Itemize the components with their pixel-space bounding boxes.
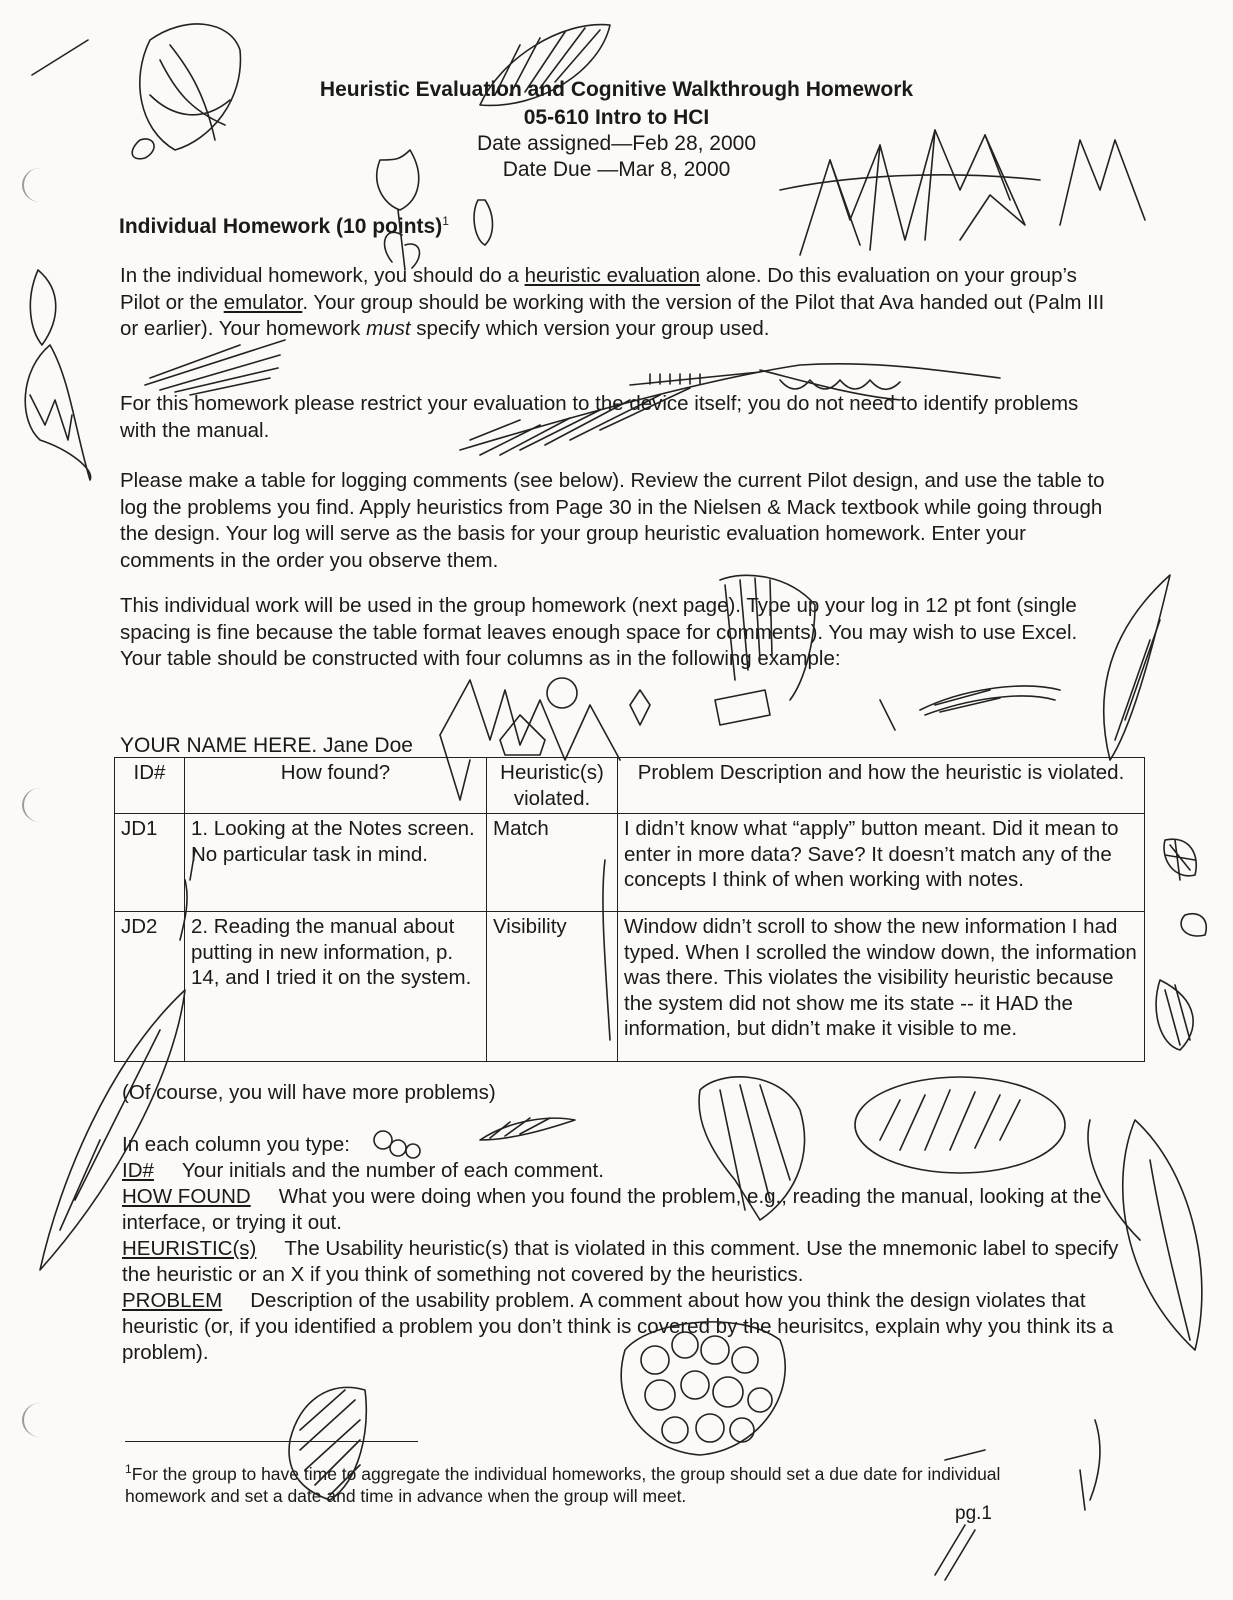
footnote-text: For the group to have time to aggregate the individual homeworks, the group should set a due date for individual homework and set a date and time in advance when the group will meet. xyxy=(125,1463,1001,1506)
column-desc: Description of the usability problem. A comment about how you think the design violates that heuristic (or, if you identified a problem you don’t think is covered by the heurisitcs, explain why you think its a problem). xyxy=(122,1289,1114,1364)
footnote-rule xyxy=(125,1441,418,1442)
individual-work-paragraph: This individual work will be used in the group homework (next page). Type up your log in 12 pt font (single spacing is fine because the table format leaves enough space for comments). You may wish to use Excel. Your table should be constructed with four columns as in the following example: xyxy=(120,594,1078,670)
doodle-blobs-right xyxy=(1156,839,1206,1050)
intro-underline-heuristic: heuristic evaluation xyxy=(524,264,701,287)
table-row xyxy=(115,912,1145,1062)
intro-paragraph xyxy=(120,263,1120,343)
cell-heuristic: Match xyxy=(487,814,618,912)
column-term: ID# xyxy=(122,1159,154,1182)
column-term: PROBLEM xyxy=(122,1289,223,1312)
intro-underline-emulator: emulator xyxy=(223,290,303,314)
cell-how-found: 2. Reading the manual about putting in new information, p. 14, and I tried it on the system. xyxy=(185,912,487,1062)
restriction-paragraph: For this homework please restrict your evaluation to the device itself; you do not need to identify problems with the manual. xyxy=(120,392,1079,442)
date-assigned: Date assigned—Feb 28, 2000 xyxy=(476,132,757,155)
footnote-marker: 1 xyxy=(442,214,449,228)
intro-text-c: . Your group should be working with the version of the Pilot that Ava handed out (Palm III or earlier). Your homework xyxy=(120,290,1105,340)
doodle-leaves-left xyxy=(25,270,90,480)
intro-text-d: specify which version your group used. xyxy=(410,317,770,340)
table-header-row xyxy=(115,758,1145,814)
column-term: HEURISTIC(s) xyxy=(122,1237,257,1260)
example-log-table xyxy=(114,757,1145,1062)
more-problems-note: (Of course, you will have more problems) xyxy=(122,1081,496,1104)
binder-hole-middle xyxy=(22,788,58,822)
intro-emphasis-must: must xyxy=(366,317,411,340)
cell-problem: Window didn’t scroll to show the new information I had typed. When I scrolled the window down, the information was there. This violates the visibility heuristic because the system did not show me its state -- it HAD the information, but didn’t make it visible to me. xyxy=(618,912,1145,1062)
cell-problem: I didn’t know what “apply” button meant. Did it mean to enter in more data? Save? It doesn’t match any of the concepts I think of when working with notes. xyxy=(618,814,1145,912)
table-instructions-paragraph: Please make a table for logging comments (see below). Review the current Pilot design, and use the table to log the problems you find. Apply heuristics from Page 30 in the Nielsen & Mack textbook while going through the design. Your log will serve as the basis for your group heuristic evaluation homework. Enter your comments in the order you observe them. xyxy=(120,469,1105,572)
doodle-hatch-used xyxy=(145,340,285,395)
cell-heuristic: Visibility xyxy=(487,912,618,1062)
cell-id: JD2 xyxy=(115,912,185,1062)
intro-text-b: alone. Do this evaluation on your group’s Pilot or the xyxy=(120,264,1077,314)
column-term: HOW FOUND xyxy=(122,1185,251,1208)
document-header xyxy=(0,78,1233,184)
binder-hole-bottom xyxy=(22,1403,58,1437)
header-problem: Problem Description and how the heuristic is violated. xyxy=(618,758,1145,814)
cell-how-found: 1. Looking at the Notes screen. No particular task in mind. xyxy=(185,814,487,912)
footnote-number: 1 xyxy=(125,1462,132,1476)
column-description-item xyxy=(122,1158,1122,1184)
column-desc: Your initials and the number of each comment. xyxy=(181,1159,604,1182)
page-number: pg.1 xyxy=(955,1503,992,1524)
header-heuristic: Heuristic(s) violated. xyxy=(487,758,618,814)
cell-id: JD1 xyxy=(115,814,185,912)
column-descriptions xyxy=(122,1132,1122,1366)
example-name-line: YOUR NAME HERE. Jane Doe xyxy=(120,734,413,757)
course-name: 05-610 Intro to HCI xyxy=(523,106,710,129)
section-heading-text: Individual Homework (10 points) xyxy=(119,215,443,238)
column-desc: The Usability heuristic(s) that is violated in this comment. Use the mnemonic label to specify the heuristic or an X if you think of something not covered by the heuristics. xyxy=(122,1237,1119,1286)
column-desc: What you were doing when you found the problem, e.g., reading the manual, looking at the interface, or trying it out. xyxy=(122,1185,1102,1234)
date-due: Date Due —Mar 8, 2000 xyxy=(502,158,731,181)
column-description-item xyxy=(122,1288,1122,1366)
intro-text-a: In the individual homework, you should do a xyxy=(120,264,525,287)
header-how-found: How found? xyxy=(185,758,487,814)
document-title: Heuristic Evaluation and Cognitive Walkthrough Homework xyxy=(319,78,914,101)
column-description-item xyxy=(122,1236,1122,1288)
doodle-scribble-right xyxy=(880,686,1060,730)
columns-intro: In each column you type: xyxy=(122,1133,350,1156)
column-description-item xyxy=(122,1184,1122,1236)
footnote xyxy=(125,1458,1085,1507)
table-row xyxy=(115,814,1145,912)
section-heading xyxy=(119,214,449,239)
header-id: ID# xyxy=(115,758,185,814)
